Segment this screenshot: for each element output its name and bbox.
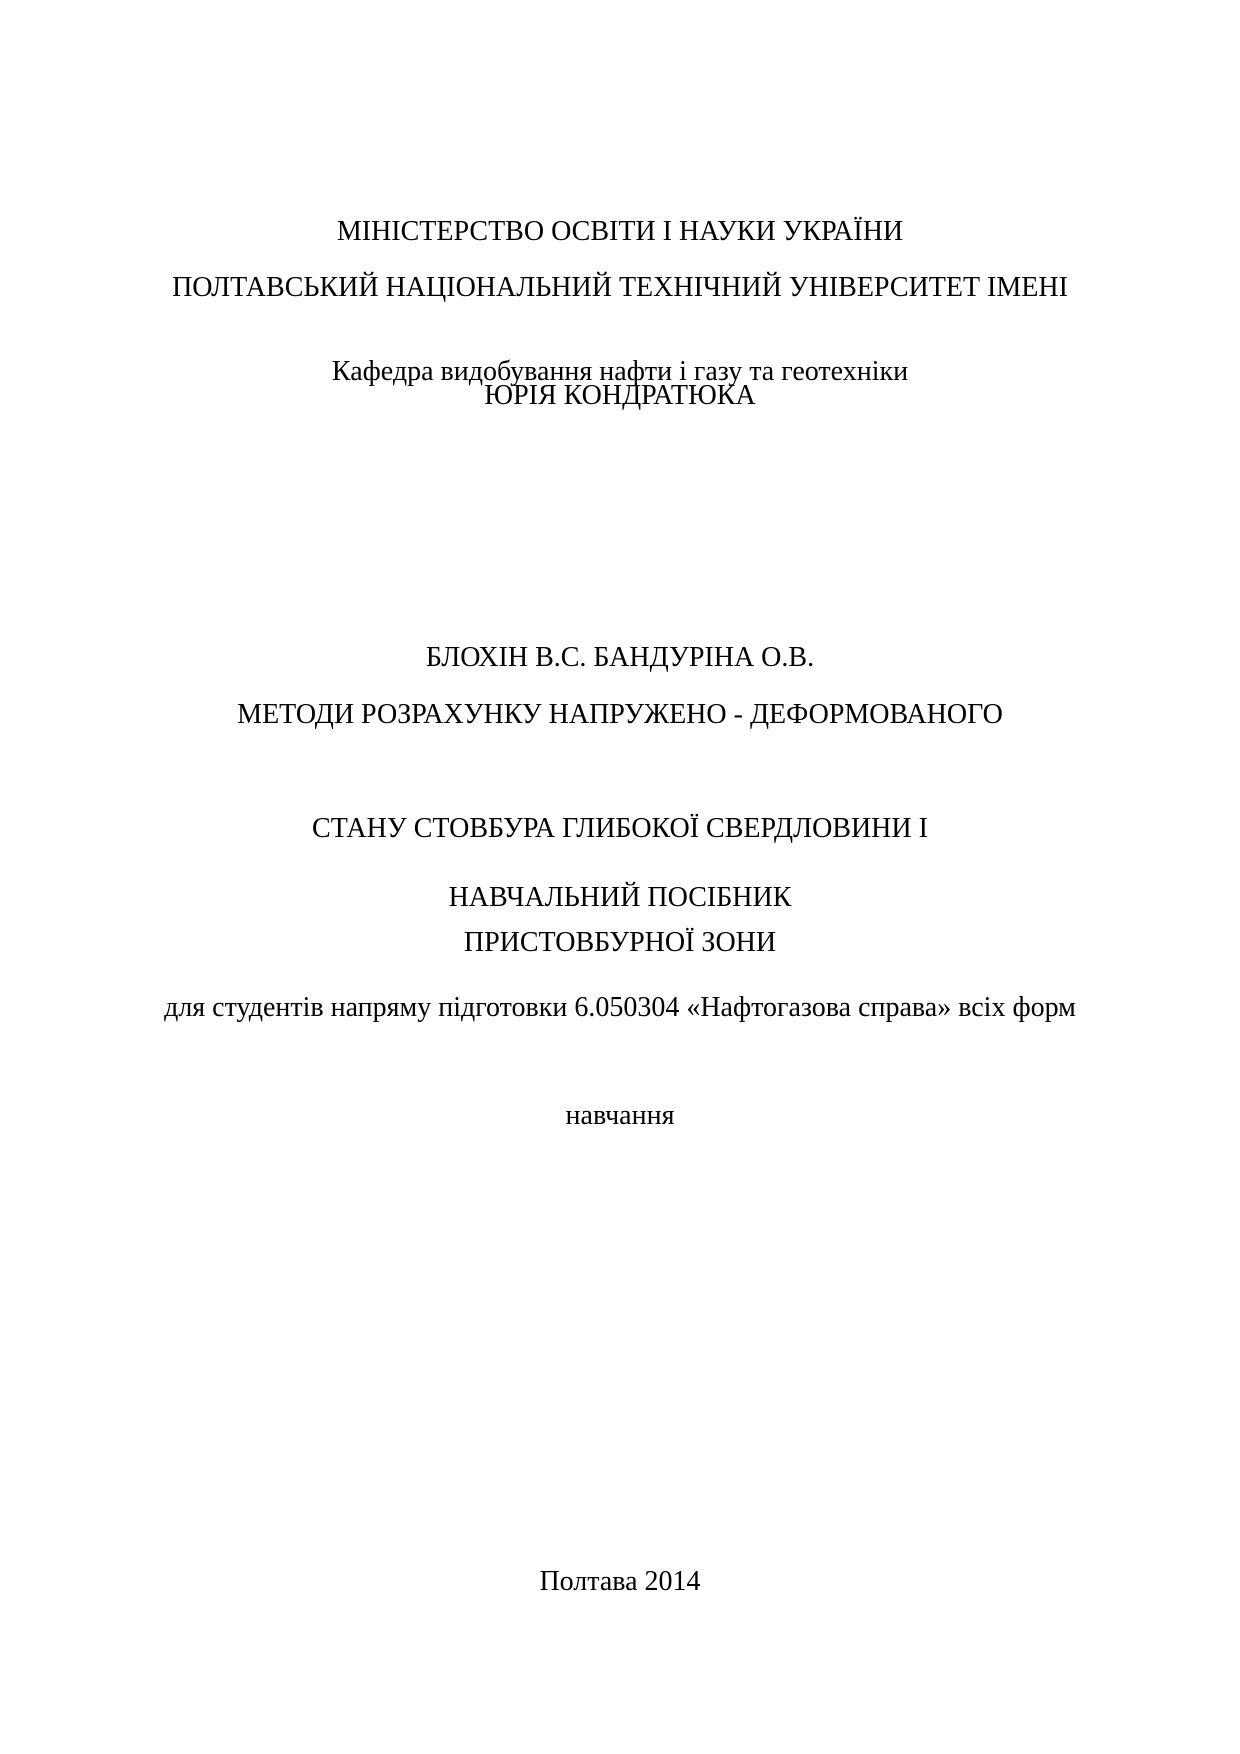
document-title-line-1: МЕТОДИ РОЗРАХУНКУ НАПРУЖЕНО - ДЕФОРМОВАНОГО: [237, 699, 1003, 730]
audience-paragraph: [0, 918, 1240, 1206]
imprint-line: [0, 1492, 1240, 1672]
university-line-2: ЮРІЯ КОНДРАТЮКА: [484, 380, 756, 411]
audience-line-1: для студентів напряму підготовки 6.050304 «Нафтогазова справа» всіх форм: [164, 992, 1076, 1023]
document-title-line-3: ПРИСТОВБУРНОЇ ЗОНИ: [463, 927, 777, 958]
audience-line-2: навчання: [565, 1100, 675, 1131]
document-type-text: НАВЧАЛЬНИЙ ПОСІБНИК: [448, 882, 792, 913]
department-text: Кафедра видобування нафти і газу та геотехніки: [331, 356, 909, 387]
ministry-line: МІНІСТЕРСТВО ОСВІТИ І НАУКИ УКРАЇНИ: [336, 216, 904, 247]
department-line: [0, 282, 1240, 462]
authors-text: БЛОХІН В.С. БАНДУРІНА О.В.: [425, 642, 815, 673]
imprint-text: Полтава 2014: [539, 1566, 701, 1597]
document-title-line-2: СТАНУ СТОВБУРА ГЛИБОКОЇ СВЕРДЛОВИНИ І: [312, 813, 928, 844]
university-line-1: ПОЛТАВСЬКИЙ НАЦІОНАЛЬНИЙ ТЕХНІЧНИЙ УНІВЕРСИТЕТ ІМЕНІ: [172, 272, 1068, 303]
